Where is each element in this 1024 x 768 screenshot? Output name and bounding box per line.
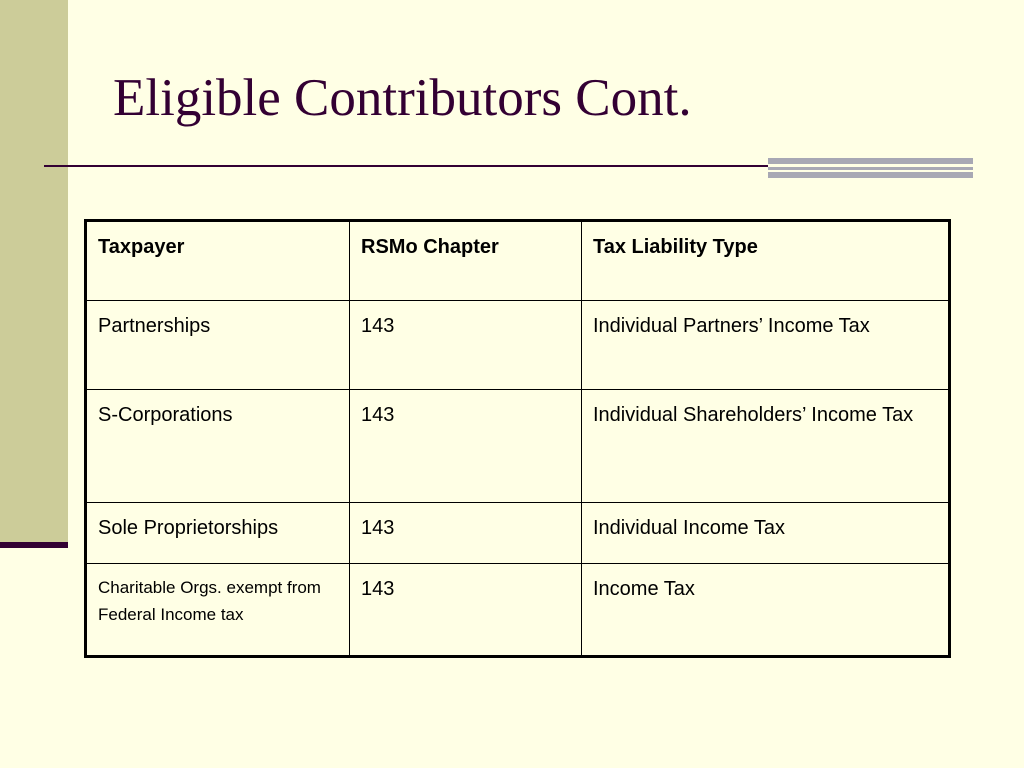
- slide-title: Eligible Contributors Cont.: [113, 69, 692, 127]
- table-row: [86, 503, 950, 564]
- cell-taxpayer: S-Corporations: [86, 390, 350, 503]
- header-taxpayer: Taxpayer: [86, 221, 350, 301]
- title-accent-stripes: [768, 158, 973, 178]
- table-row: [86, 390, 950, 503]
- cell-tax-liability-type: Individual Shareholders’ Income Tax: [582, 390, 950, 503]
- cell-tax-liability-type: Individual Partners’ Income Tax: [582, 301, 950, 390]
- cell-rsmo-chapter: 143: [350, 390, 582, 503]
- cell-tax-liability-type: Individual Income Tax: [582, 503, 950, 564]
- cell-rsmo-chapter: 143: [350, 564, 582, 657]
- left-accent-line: [0, 542, 68, 548]
- cell-taxpayer: Sole Proprietorships: [86, 503, 350, 564]
- title-underline: [44, 165, 774, 167]
- left-decorative-bar: [0, 0, 68, 545]
- table-row: [86, 564, 950, 657]
- cell-rsmo-chapter: 143: [350, 301, 582, 390]
- cell-taxpayer: Charitable Orgs. exempt from Federal Income tax: [86, 564, 350, 657]
- header-rsmo-chapter: RSMo Chapter: [350, 221, 582, 301]
- header-tax-liability-type: Tax Liability Type: [582, 221, 950, 301]
- contributors-table: [84, 219, 951, 658]
- cell-tax-liability-type: Income Tax: [582, 564, 950, 657]
- table-row: [86, 301, 950, 390]
- table-header-row: [86, 221, 950, 301]
- cell-taxpayer: Partnerships: [86, 301, 350, 390]
- cell-rsmo-chapter: 143: [350, 503, 582, 564]
